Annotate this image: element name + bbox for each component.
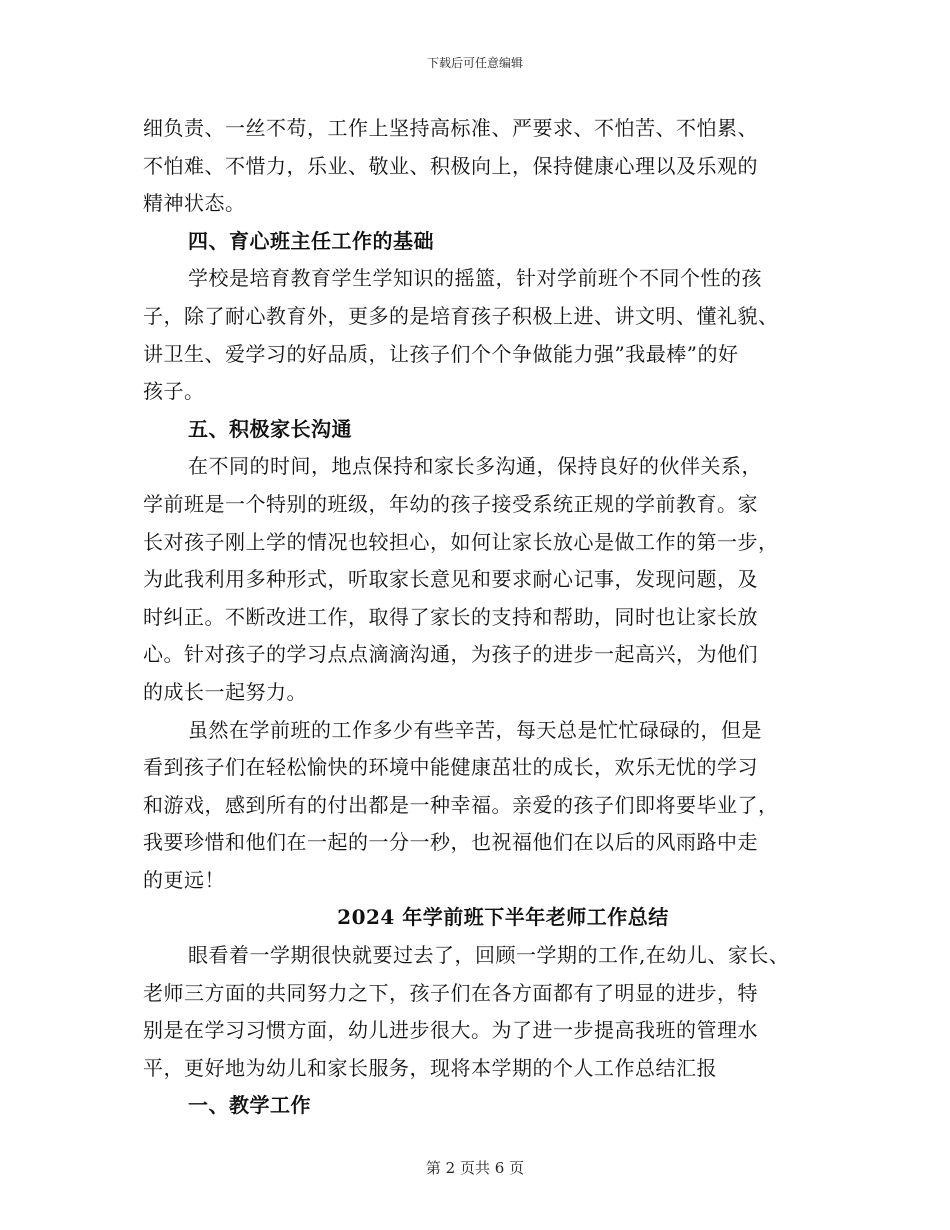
document-title: 2024 年学前班下半年老师工作总结 bbox=[337, 905, 669, 930]
text-line: 的更远！ bbox=[143, 867, 225, 892]
page-footer: 第 2 页共 6 页 bbox=[425, 1159, 525, 1177]
section-heading: 一、教学工作 bbox=[188, 1093, 311, 1118]
text-line: 在不同的时间，地点保持和家长多沟通，保持良好的伙伴关系， bbox=[188, 454, 762, 479]
text-line: 讲卫生、爱学习的好品质，让孩子们个个争做能力强”我最棒”的好 bbox=[143, 341, 739, 366]
text-line: 子，除了耐心教育外，更多的是培育孩子积极上进、讲文明、懂礼貌、 bbox=[143, 303, 779, 328]
text-line: 别是在学习习惯方面，幼儿进步很大。为了进一步提高我班的管理水 bbox=[143, 1018, 758, 1043]
text-line: 平，更好地为幼儿和家长服务，现将本学期的个人工作总结汇报 bbox=[143, 1055, 717, 1080]
text-line: 的成长一起努力。 bbox=[143, 679, 307, 704]
page-header: 下载后可任意编辑 bbox=[426, 56, 523, 70]
section-heading: 四、育心班主任工作的基础 bbox=[188, 228, 434, 253]
text-line: 心。针对孩子的学习点点滴滴沟通，为孩子的进步一起高兴，为他们 bbox=[143, 642, 758, 667]
section-heading: 五、积极家长沟通 bbox=[188, 416, 352, 441]
text-line: 孩子。 bbox=[143, 379, 205, 404]
text-line: 细负责、一丝不苟，工作上坚持高标准、严要求、不怕苦、不怕累、 bbox=[143, 116, 758, 140]
document-body bbox=[143, 110, 823, 1125]
text-line: 眼看着一学期很快就要过去了，回顾一学期的工作,在幼儿、家长、 bbox=[188, 943, 790, 968]
text-line: 时纠正。不断改进工作，取得了家长的支持和帮助，同时也让家长放 bbox=[143, 604, 758, 629]
text-line: 学前班是一个特别的班级，年幼的孩子接受系统正规的学前教育。家 bbox=[143, 491, 758, 516]
text-line: 学校是培育教育学生学知识的摇篮，针对学前班个不同个性的孩 bbox=[188, 266, 762, 291]
text-line: 虽然在学前班的工作多少有些辛苦，每天总是忙忙碌碌的，但是 bbox=[188, 717, 762, 742]
text-line: 老师三方面的共同努力之下，孩子们在各方面都有了明显的进步，特 bbox=[143, 980, 758, 1005]
text-line: 看到孩子们在轻松愉快的环境中能健康茁壮的成长，欢乐无忧的学习 bbox=[143, 755, 758, 780]
text-line: 长对孩子刚上学的情况也较担心，如何让家长放心是做工作的第一步， bbox=[143, 529, 779, 554]
text-line: 我要珍惜和他们在一起的一分一秒，也祝福他们在以后的风雨路中走 bbox=[143, 830, 758, 855]
text-line: 和游戏，感到所有的付出都是一种幸福。亲爱的孩子们即将要毕业了， bbox=[143, 792, 779, 817]
text-line: 不怕难、不惜力，乐业、敬业、积极向上，保持健康心理以及乐观的 bbox=[143, 153, 758, 178]
text-line: 为此我利用多种形式，听取家长意见和要求耐心记事，发现问题，及 bbox=[143, 567, 758, 592]
text-line: 精神状态。 bbox=[143, 191, 246, 216]
